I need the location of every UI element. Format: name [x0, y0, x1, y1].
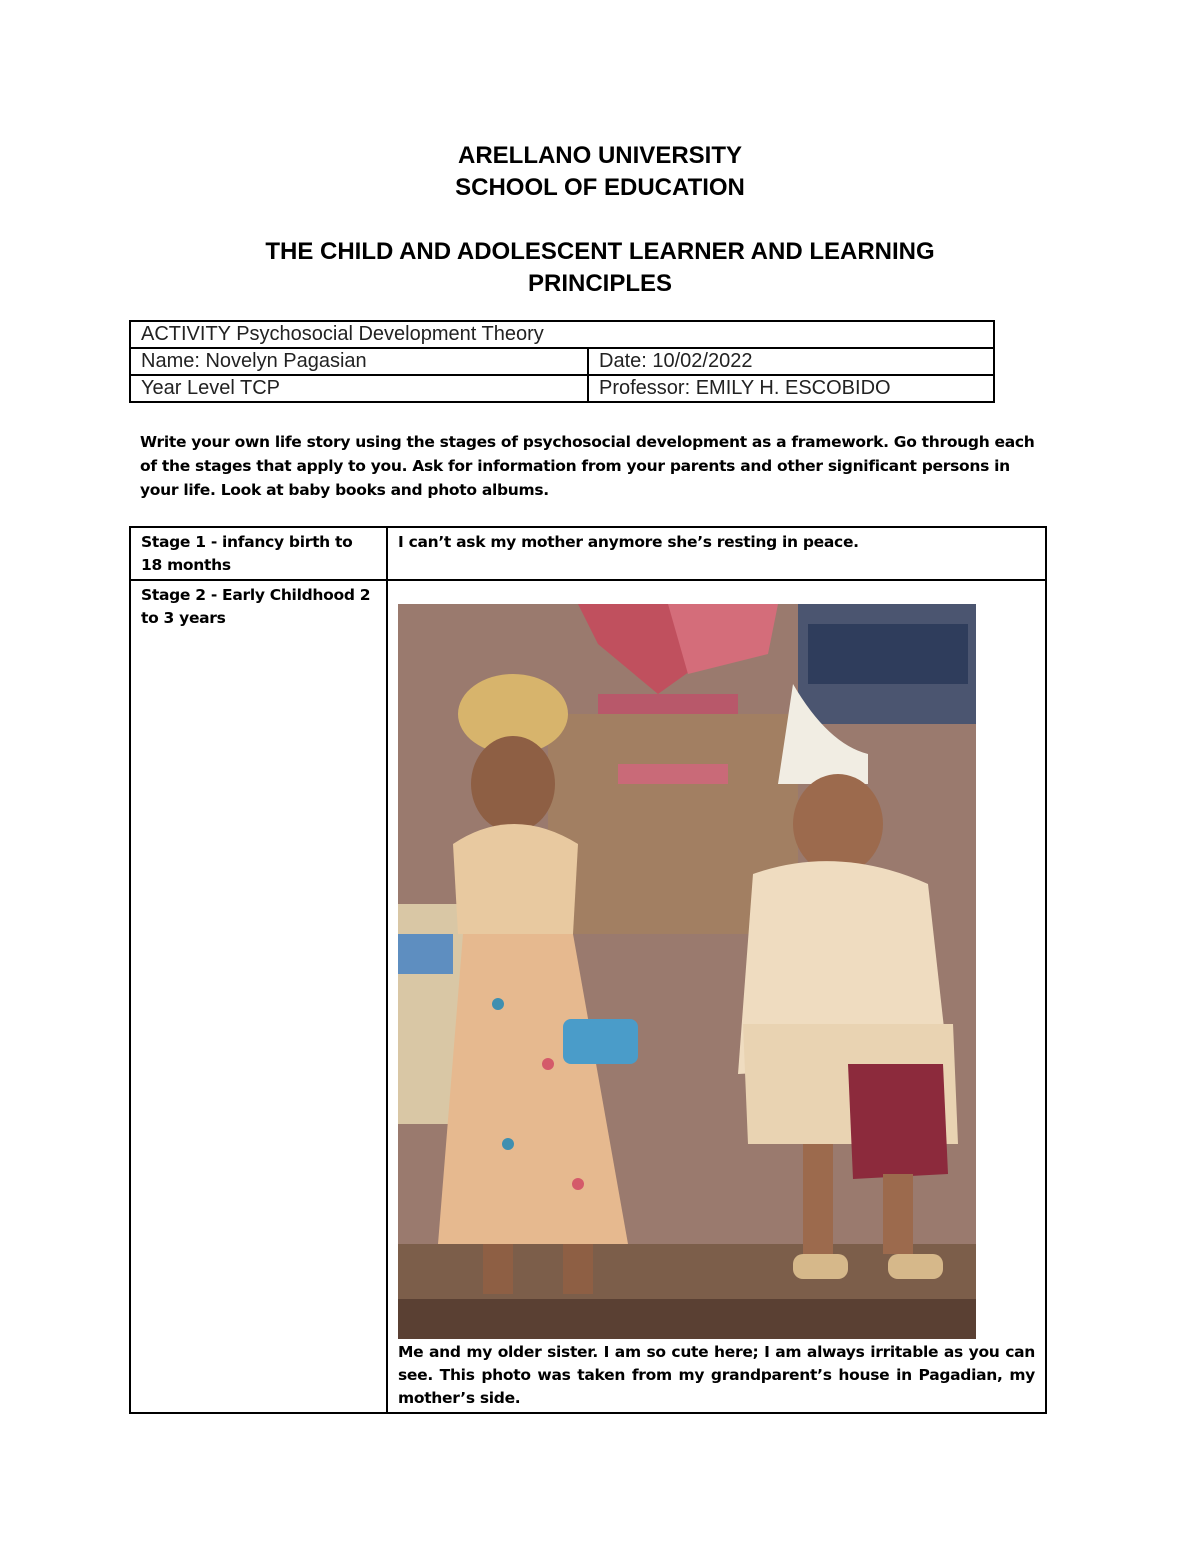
- photo-icon: [398, 604, 976, 1339]
- name-cell: Name: Novelyn Pagasian: [130, 348, 588, 375]
- stage-label: Stage 2 - Early Childhood 2 to 3 years: [130, 580, 387, 1413]
- school-name: SCHOOL OF EDUCATION: [455, 174, 745, 201]
- photo-caption: Me and my older sister. I am so cute here; I am always irritable as you can see. This photo was taken from my grandparent’s house in Pagadian, my mother’s side.: [398, 1343, 1035, 1407]
- stage-label: Stage 1 - infancy birth to 18 months: [130, 527, 387, 580]
- course-title-line2: PRINCIPLES: [527, 270, 673, 297]
- activity-cell: ACTIVITY Psychosocial Development Theory: [130, 321, 994, 348]
- date-cell: Date: 10/02/2022: [588, 348, 994, 375]
- instructions-paragraph: Write your own life story using the stages of psychosocial development as a framework. Go through each of the stages that apply to you. Ask for information from your parents and other significant persons in your life. Look at baby books and photo albums.: [140, 433, 1035, 499]
- course-title: [0, 236, 1200, 300]
- table-row: [130, 527, 1046, 580]
- stage-content: [387, 580, 1046, 1413]
- stages-table: [129, 526, 1047, 1414]
- year-level-cell: Year Level TCP: [130, 375, 588, 402]
- university-name: ARELLANO UNIVERSITY: [457, 142, 742, 169]
- stage-text: I can’t ask my mother anymore she’s resting in peace.: [387, 527, 1046, 580]
- document-header: [0, 140, 1200, 204]
- professor-cell: Professor: EMILY H. ESCOBIDO: [588, 375, 994, 402]
- family-photo: [398, 604, 976, 1339]
- course-title-line1: THE CHILD AND ADOLESCENT LEARNER AND LEARNING: [265, 238, 935, 265]
- table-row: [130, 580, 1046, 1413]
- activity-info-table: [129, 320, 995, 403]
